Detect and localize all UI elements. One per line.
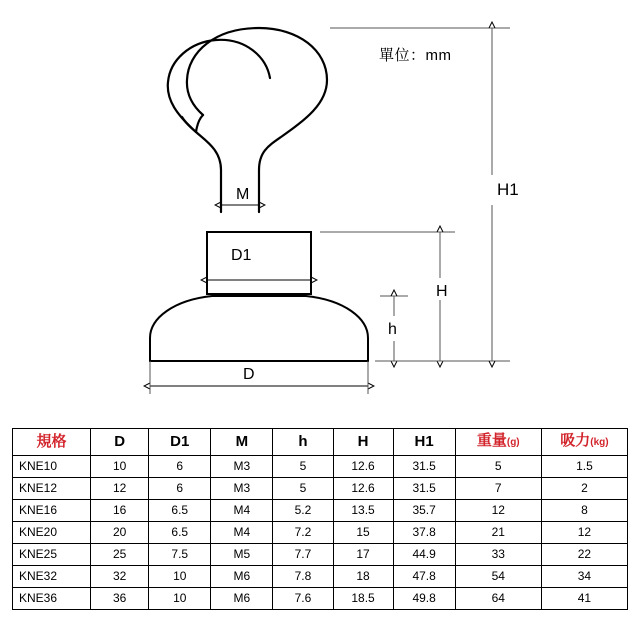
dimension-label-h: h: [388, 321, 397, 338]
table-row: [13, 522, 628, 544]
table-cell: 44.9: [393, 544, 455, 566]
table-cell: 8: [541, 500, 627, 522]
table-cell: 47.8: [393, 566, 455, 588]
table-cell: M4: [211, 522, 273, 544]
dimension-label-d1: D1: [231, 247, 252, 264]
table-cell: 10: [91, 456, 149, 478]
table-body: [13, 456, 628, 610]
table-cell: 12.6: [333, 456, 393, 478]
table-cell-model: KNE36: [13, 588, 91, 610]
table-cell: M6: [211, 588, 273, 610]
table-cell: 7: [455, 478, 541, 500]
table-cell: 1.5: [541, 456, 627, 478]
table-cell: 64: [455, 588, 541, 610]
table-cell: 22: [541, 544, 627, 566]
table-cell: 17: [333, 544, 393, 566]
table-cell: 12.6: [333, 478, 393, 500]
specification-table: [12, 428, 628, 610]
table-cell: 54: [455, 566, 541, 588]
table-cell: 33: [455, 544, 541, 566]
unit-note: 單位：mm: [379, 47, 452, 64]
table-cell: 18: [333, 566, 393, 588]
table-cell: 12: [91, 478, 149, 500]
table-cell: 6.5: [149, 522, 211, 544]
dimension-label-h1: H1: [497, 180, 519, 199]
table-cell: 5: [273, 478, 333, 500]
stud-body: [207, 232, 311, 294]
magnet-cup-body: [150, 296, 368, 361]
table-cell: 7.8: [273, 566, 333, 588]
table-cell: 6.5: [149, 500, 211, 522]
table-cell: 18.5: [333, 588, 393, 610]
table-cell: M6: [211, 566, 273, 588]
table-cell-model: KNE20: [13, 522, 91, 544]
table-header-cell-3: M: [211, 429, 273, 456]
table-cell-model: KNE10: [13, 456, 91, 478]
hook-outline: [168, 28, 327, 212]
table-row: [13, 500, 628, 522]
table-header-cell-4: h: [273, 429, 333, 456]
dimension-lines: [150, 28, 510, 394]
table-cell: M4: [211, 500, 273, 522]
table-cell-model: KNE32: [13, 566, 91, 588]
table-cell: 6: [149, 456, 211, 478]
table-header-cell-5: H: [333, 429, 393, 456]
table-header-cell-7: 重量(g): [455, 429, 541, 456]
table-cell: M5: [211, 544, 273, 566]
table-cell: 20: [91, 522, 149, 544]
table-cell: 7.6: [273, 588, 333, 610]
table-row: [13, 478, 628, 500]
dimension-label-m: M: [236, 186, 250, 203]
table-cell: 5: [455, 456, 541, 478]
table-cell: 5: [273, 456, 333, 478]
dimension-label-d: D: [243, 366, 255, 383]
table-cell: 10: [149, 588, 211, 610]
table-cell: 37.8: [393, 522, 455, 544]
table-cell: 10: [149, 566, 211, 588]
table-cell: 21: [455, 522, 541, 544]
table-cell-model: KNE12: [13, 478, 91, 500]
table-header-cell-1: D: [91, 429, 149, 456]
table-cell: 2: [541, 478, 627, 500]
dimension-label-h-total: H: [436, 283, 448, 300]
table-cell: 15: [333, 522, 393, 544]
table-cell: 6: [149, 478, 211, 500]
table-header-cell-2: D1: [149, 429, 211, 456]
table-cell: 13.5: [333, 500, 393, 522]
table-cell-model: KNE16: [13, 500, 91, 522]
table-row: [13, 456, 628, 478]
table-header-cell-0: 規格: [13, 429, 91, 456]
table-cell: 16: [91, 500, 149, 522]
table-cell: 25: [91, 544, 149, 566]
table-cell: 36: [91, 588, 149, 610]
table-cell: 35.7: [393, 500, 455, 522]
table-cell: 12: [455, 500, 541, 522]
table-row: [13, 566, 628, 588]
table-cell-model: KNE25: [13, 544, 91, 566]
table-cell: 31.5: [393, 478, 455, 500]
table-cell: 34: [541, 566, 627, 588]
table-cell: 7.7: [273, 544, 333, 566]
table-cell: 5.2: [273, 500, 333, 522]
table-cell: 49.8: [393, 588, 455, 610]
table-cell: 7.2: [273, 522, 333, 544]
table-cell: 41: [541, 588, 627, 610]
table-cell: 31.5: [393, 456, 455, 478]
table-header-row: [13, 429, 628, 456]
table-row: [13, 588, 628, 610]
table-cell: M3: [211, 456, 273, 478]
table-cell: 7.5: [149, 544, 211, 566]
table-row: [13, 544, 628, 566]
table-cell: 12: [541, 522, 627, 544]
table-cell: 32: [91, 566, 149, 588]
table-header-cell-6: H1: [393, 429, 455, 456]
table-header-cell-8: 吸力(kg): [541, 429, 627, 456]
table-cell: M3: [211, 478, 273, 500]
